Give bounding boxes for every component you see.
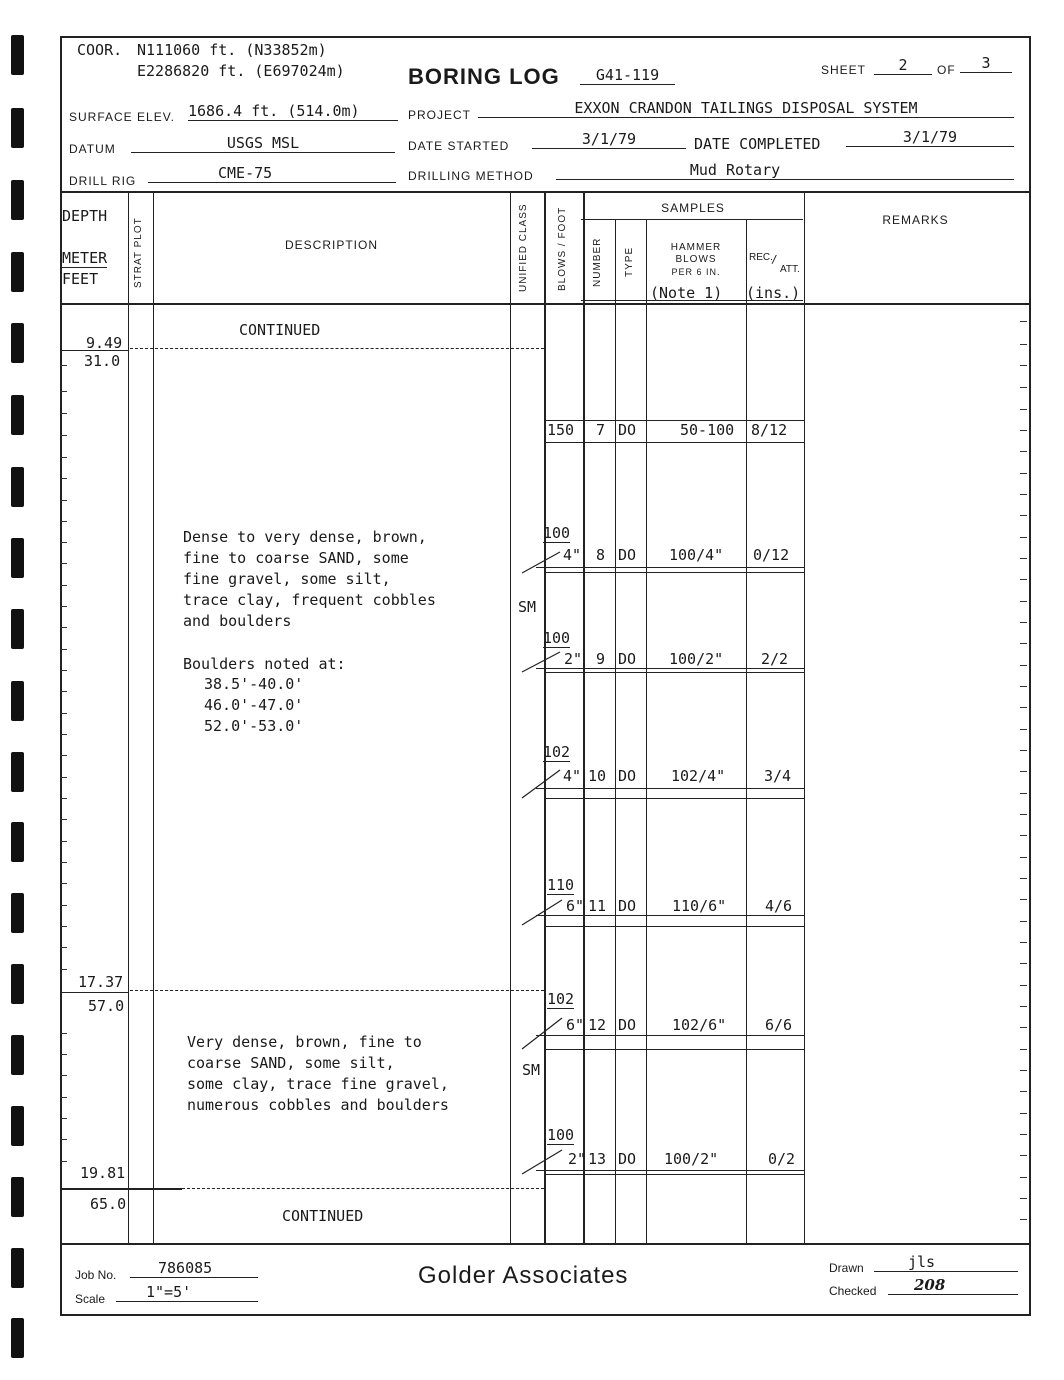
depth-feet: 31.0 (84, 352, 121, 370)
sample-type: DO (618, 650, 637, 668)
checked-initials: 208 (888, 1276, 1018, 1295)
col-number: NUMBER (592, 237, 603, 287)
sample-mark (522, 1018, 562, 1049)
sample-number: 10 (588, 767, 607, 785)
project-label: PROJECT (408, 108, 472, 122)
boulder-depth: 52.0'-53.0' (204, 717, 304, 735)
sample-hammer-blows: 102/4" (671, 767, 726, 785)
drilling-method-label: DRILLING METHOD (408, 169, 534, 183)
sheet-label: SHEET (821, 63, 867, 77)
col-hammer-line3: PER 6 IN. (671, 267, 721, 277)
sheet-number: 2 (874, 56, 932, 75)
sample-type: DO (618, 897, 637, 915)
date-started-value: 3/1/79 (532, 130, 686, 149)
layer1-description: Dense to very dense, brown, fine to coarse SAND, some fine gravel, some silt, trace clay, frequent cobbles and boulders (183, 528, 436, 630)
scale-label: Scale (75, 1292, 106, 1306)
col-meter: METER (62, 249, 108, 267)
sample-type: DO (618, 421, 637, 439)
project-value: EXXON CRANDON TAILINGS DISPOSAL SYSTEM (478, 99, 1014, 118)
col-samples: SAMPLES (661, 201, 725, 215)
coor-label: COOR. (77, 41, 123, 59)
layer1-class: SM (518, 598, 537, 616)
boulder-depth: 46.0'-47.0' (204, 696, 304, 714)
sample-number: 13 (588, 1150, 607, 1168)
sample-recovery: 6/6 (765, 1016, 793, 1034)
sample-hammer-blows: 110/6" (672, 897, 727, 915)
col-depth: DEPTH (62, 207, 108, 225)
company-name: Golder Associates (418, 1262, 629, 1289)
col-unified-class: UNIFIED CLASS (518, 203, 529, 293)
drawn-label: Drawn (829, 1261, 864, 1275)
sample-number: 11 (588, 897, 607, 915)
sample-number: 7 (596, 421, 606, 439)
sample-mark (522, 652, 560, 672)
job-label: Job No. (75, 1268, 117, 1282)
col-remarks: REMARKS (882, 213, 949, 227)
page-title: BORING LOG (408, 64, 560, 89)
sample-blows: 102 (547, 990, 575, 1008)
col-blows-foot: BLOWS / FOOT (557, 206, 568, 292)
drawn-value: jls (874, 1253, 1018, 1272)
col-att: ATT. (780, 264, 800, 275)
sample-blows-sub: 6" (566, 1016, 585, 1034)
col-hammer-line1: HAMMER (670, 242, 722, 253)
sample-hammer-blows: 100/2" (669, 650, 724, 668)
checked-label: Checked (829, 1284, 877, 1298)
depth-feet: 65.0 (90, 1195, 127, 1213)
job-number: 786085 (130, 1259, 258, 1278)
sample-mark (522, 552, 560, 573)
depth-feet: 57.0 (88, 997, 125, 1015)
sheet-total: 3 (960, 54, 1012, 73)
date-completed-value: 3/1/79 (846, 128, 1014, 147)
sample-blows: 150 (547, 421, 575, 439)
sample-recovery: 4/6 (765, 897, 793, 915)
coor-north: N111060 ft. (N33852m) (137, 41, 327, 59)
sample-type: DO (618, 1150, 637, 1168)
layer2-description: Very dense, brown, fine to coarse SAND, some silt, some clay, trace fine gravel, numerous cobbles and boulders (187, 1033, 449, 1114)
sample-hammer-blows: 102/6" (672, 1016, 727, 1034)
of-label: OF (937, 63, 956, 77)
sample-hammer-blows: 50-100 (680, 421, 735, 439)
sample-blows-sub: 4" (563, 767, 582, 785)
depth-meter: 9.49 (86, 334, 123, 352)
drilling-method-value: Mud Rotary (556, 161, 1014, 180)
sample-recovery: 0/2 (768, 1150, 796, 1168)
depth-meter: 17.37 (78, 973, 124, 991)
sample-type: DO (618, 767, 637, 785)
sample-number: 9 (596, 650, 606, 668)
surface-elev-label: SURFACE ELEV. (69, 110, 175, 124)
log-id: G41-119 (580, 66, 675, 85)
surface-elev-value: 1686.4 ft. (514.0m) (188, 102, 398, 121)
col-rec-units: (ins.) (746, 284, 801, 302)
drill-rig-value: CME-75 (148, 164, 396, 183)
sample-blows-sub: 4" (563, 546, 582, 564)
sample-blows: 100 (547, 1126, 575, 1144)
sample-blows: 102 (543, 743, 571, 761)
date-started-label: DATE STARTED (408, 139, 510, 153)
sample-blows: 110 (547, 876, 575, 894)
sample-type: DO (618, 546, 637, 564)
sample-number: 8 (596, 546, 606, 564)
sample-recovery: 3/4 (764, 767, 792, 785)
sample-number: 12 (588, 1016, 607, 1034)
sample-mark (522, 900, 562, 925)
sample-type: DO (618, 1016, 637, 1034)
sample-hammer-blows: 100/4" (669, 546, 724, 564)
col-hammer-note: (Note 1) (650, 284, 723, 302)
sample-blows: 100 (543, 524, 571, 542)
col-rec: REC. (749, 252, 773, 263)
datum-label: DATUM (69, 142, 116, 156)
sample-blows-sub: 6" (566, 897, 585, 915)
col-type: TYPE (624, 246, 635, 278)
col-strat-plot: STRAT PLOT (133, 217, 144, 289)
coor-east: E2286820 ft. (E697024m) (137, 62, 345, 80)
col-description: DESCRIPTION (284, 238, 378, 252)
boulders-title: Boulders noted at: (183, 655, 346, 673)
continued-top: CONTINUED (239, 321, 321, 339)
drill-rig-label: DRILL RIG (69, 174, 137, 188)
scale-value: 1"=5' (116, 1283, 258, 1302)
sample-mark (522, 1150, 562, 1174)
boulder-depth: 38.5'-40.0' (204, 675, 304, 693)
depth-meter: 19.81 (80, 1164, 126, 1182)
continued-bottom: CONTINUED (282, 1207, 364, 1225)
sample-hammer-blows: 100/2" (664, 1150, 719, 1168)
date-completed-label: DATE COMPLETED (694, 135, 821, 153)
sample-recovery: 0/12 (753, 546, 790, 564)
sample-recovery: 8/12 (751, 421, 788, 439)
sample-mark (522, 770, 560, 798)
layer2-class: SM (522, 1061, 541, 1079)
sample-blows-sub: 2" (564, 650, 583, 668)
sample-recovery: 2/2 (761, 650, 789, 668)
col-hammer-line2: BLOWS (675, 254, 717, 265)
sample-blows: 100 (543, 629, 571, 647)
col-feet: FEET (62, 270, 99, 288)
datum-value: USGS MSL (131, 134, 395, 153)
sample-blows-sub: 2" (568, 1150, 587, 1168)
